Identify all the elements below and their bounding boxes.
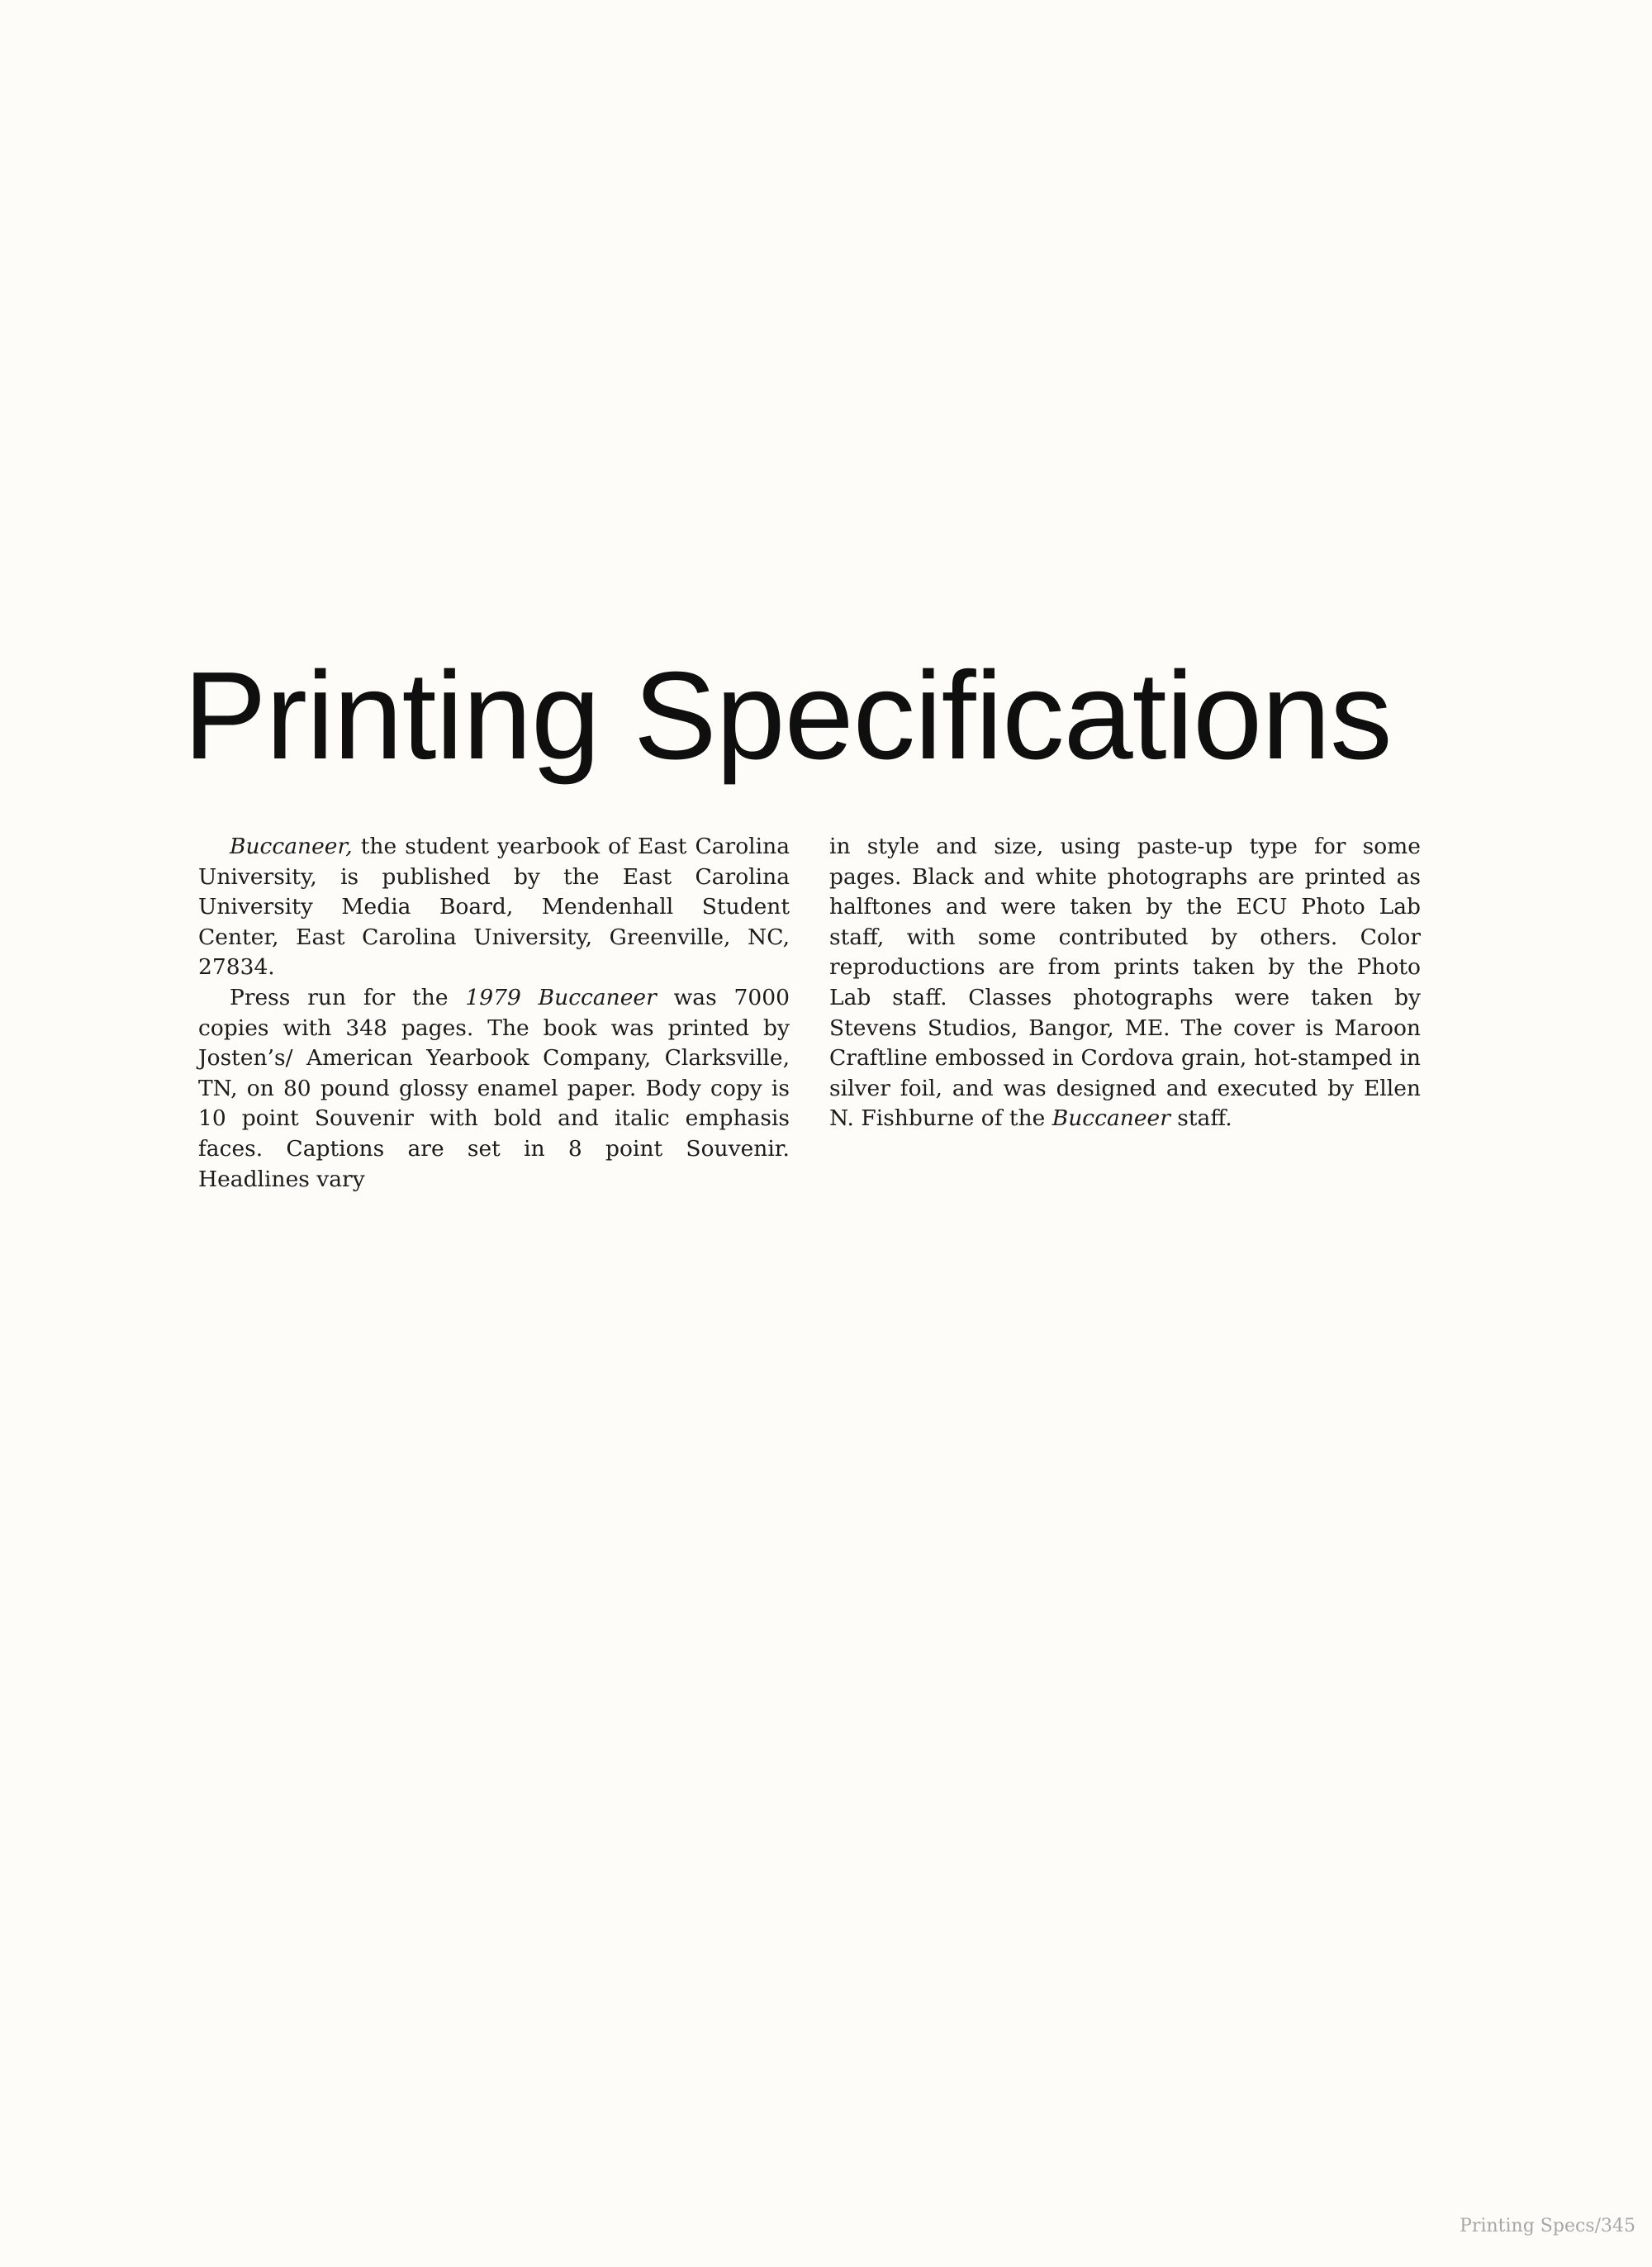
press-run-lead: Press run for the — [230, 984, 466, 1010]
intro-text: the student yearbook of East Carolina University, is published by the East Carolina University Media Board, Mendenhall Student Center, East Carolina University, Greenville, NC, 27834. — [198, 834, 790, 981]
paragraph-press-run — [198, 983, 790, 1195]
edition-name: 1979 Buccaneer — [465, 984, 657, 1010]
press-run-text: was 7000 copies with 348 pages. The book was printed by Josten’s/ American Yearbook Company, Clarksville, TN, on 80 pound glossy enamel paper. Body copy is 10 point Souvenir with bold and italic emphasis faces. Captions are set in 8 point Souvenir. Headlines vary — [198, 984, 790, 1192]
body-text — [198, 832, 1421, 1195]
publication-name: Buccaneer, — [230, 834, 353, 859]
page-headline: Printing Specifications — [183, 645, 1392, 785]
continued-text: in style and size, using paste-up type for some pages. Black and white photographs are printed as halftones and were taken by the ECU Photo Lab staff, with some contributed by others. Color reproductions are from prints taken by the Photo Lab staff. Classes photographs were taken by Stevens Studios, Bangor, ME. The cover is Maroon Craftline embossed in Cordova grain, hot-stamped in silver foil, and was designed and executed by Ellen N. Fishburne of the — [829, 834, 1421, 1132]
page-folio: Printing Specs/345 — [1460, 2216, 1635, 2236]
paragraph-intro — [198, 832, 790, 983]
continued-text-end: staff. — [1170, 1105, 1232, 1132]
staff-publication-name: Buccaneer — [1051, 1105, 1170, 1132]
text-column-left — [198, 832, 790, 1195]
paragraph-continued — [829, 832, 1421, 1134]
text-column-right — [829, 832, 1421, 1195]
